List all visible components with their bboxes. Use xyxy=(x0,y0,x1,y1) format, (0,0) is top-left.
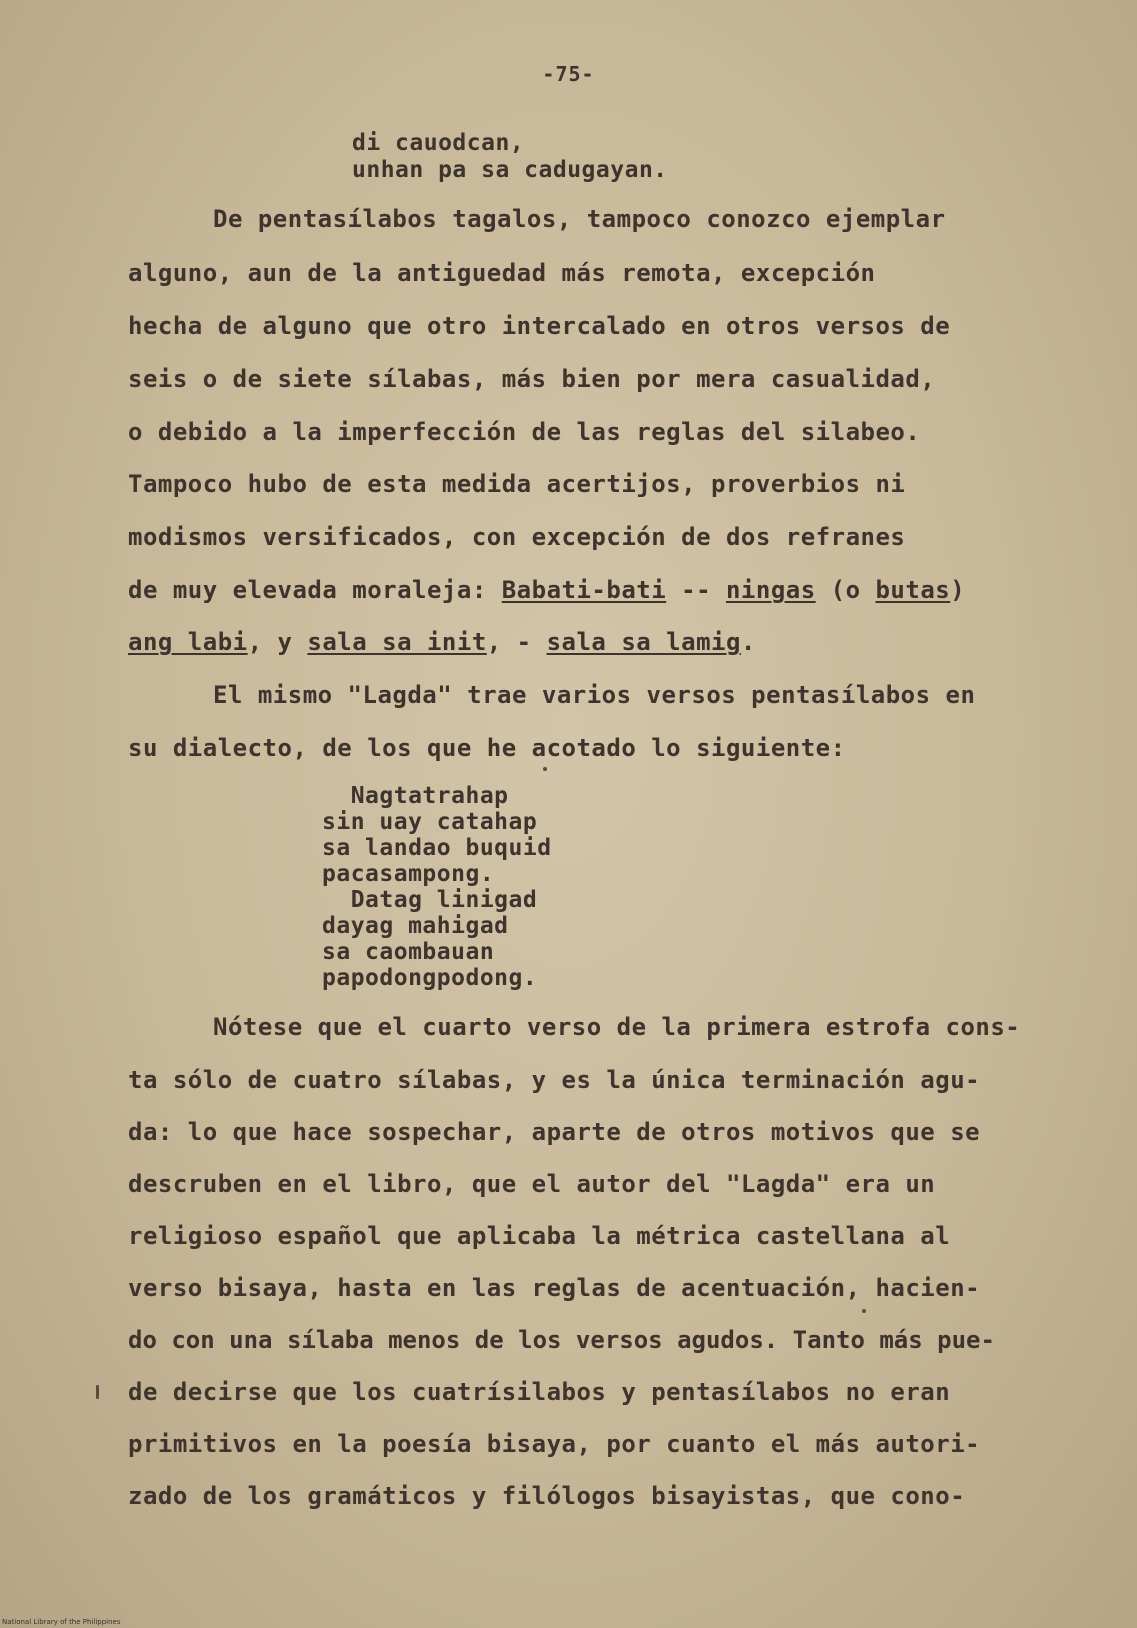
paragraph-1-line: hecha de alguno que otro intercalado en otros versos de xyxy=(128,312,951,340)
paragraph-1-line: modismos versificados, con excepción de dos refranes xyxy=(128,523,906,551)
library-credit: National Library of the Philippines xyxy=(2,1618,121,1626)
paragraph-3-line: ta sólo de cuatro sílabas, y es la única terminación agu- xyxy=(128,1066,981,1094)
line-text: ) xyxy=(950,576,966,604)
poem-line: sa landao buquid xyxy=(322,835,552,861)
paragraph-1-line: o debido a la imperfección de las reglas del silabeo. xyxy=(128,418,921,446)
poem-line: sa caombauan xyxy=(322,939,495,965)
line-text: , - xyxy=(486,628,547,656)
paragraph-3-line: descruben en el libro, que el autor del "Lagda" era un xyxy=(128,1170,936,1198)
paragraph-1-line: De pentasílabos tagalos, tampoco conozco ejemplar xyxy=(213,205,946,233)
paragraph-1-line: Tampoco hubo de esta medida acertijos, proverbios ni xyxy=(128,470,906,498)
paragraph-3-line: religioso español que aplicaba la métrica castellana al xyxy=(128,1222,951,1250)
paragraph-3-line: do con una sílaba menos de los versos agudos. Tanto más pue- xyxy=(128,1326,995,1354)
page-number: -75- xyxy=(542,62,595,86)
underlined-phrase: sala sa init xyxy=(307,628,487,656)
line-text: . xyxy=(740,628,756,656)
poem-line: Nagtatrahap xyxy=(322,783,509,809)
underlined-phrase: butas xyxy=(875,576,951,604)
underlined-phrase: Babati-bati xyxy=(501,576,667,604)
line-text: (o xyxy=(815,576,876,604)
line-text: de muy elevada moraleja: xyxy=(128,576,502,604)
paragraph-2-line: su dialecto, de los que he acotado lo siguiente: xyxy=(128,734,846,762)
poem-line: Datag linigad xyxy=(322,887,538,913)
underlined-phrase: ang labi xyxy=(128,628,248,656)
paragraph-1-line xyxy=(128,576,965,604)
line-text: -- xyxy=(666,576,726,604)
underlined-phrase: ningas xyxy=(725,576,816,604)
ink-speck xyxy=(543,767,547,771)
ink-mark xyxy=(96,1385,99,1399)
paragraph-2-line: El mismo "Lagda" trae varios versos pentasílabos en xyxy=(213,681,976,709)
paragraph-3-line: zado de los gramáticos y filólogos bisayistas, que cono- xyxy=(128,1482,966,1510)
paragraph-3-line: verso bisaya, hasta en las reglas de acentuación, hacien- xyxy=(128,1274,981,1302)
poem-line: dayag mahigad xyxy=(322,913,509,939)
ink-speck xyxy=(862,1309,866,1313)
paragraph-1-line: seis o de siete sílabas, más bien por mera casualidad, xyxy=(128,365,936,393)
paragraph-3-line: Nótese que el cuarto verso de la primera estrofa cons- xyxy=(213,1013,1021,1041)
intro-verse-line: unhan pa sa cadugayan. xyxy=(352,157,668,183)
intro-verse-line: di cauodcan, xyxy=(352,130,525,156)
underlined-phrase: sala sa lamig xyxy=(546,628,741,656)
paragraph-3-line: primitivos en la poesía bisaya, por cuanto el más autori- xyxy=(128,1430,981,1458)
paragraph-1-line: alguno, aun de la antiguedad más remota, excepción xyxy=(128,259,876,287)
poem-line: papodongpodong. xyxy=(322,965,538,991)
paragraph-3-line: de decirse que los cuatrísilabos y pentasílabos no eran xyxy=(128,1378,951,1406)
poem-line: sin uay catahap xyxy=(322,809,538,835)
paragraph-3-line: da: lo que hace sospechar, aparte de otros motivos que se xyxy=(128,1118,981,1146)
paragraph-1-line xyxy=(128,628,756,656)
line-text: , y xyxy=(247,628,308,656)
poem-line: pacasampong. xyxy=(322,861,495,887)
